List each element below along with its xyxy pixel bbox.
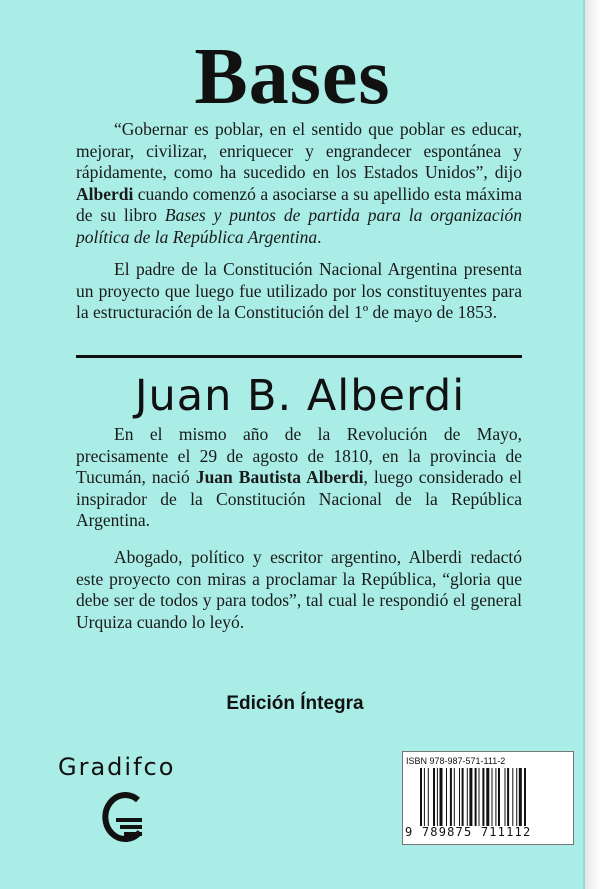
divider-rule (76, 355, 522, 358)
page-edge (585, 0, 600, 889)
bio1-before: En el mismo año de la Revolución de Mayo, precisamente el 29 de agosto de 1810, en la provincia de Tucumán, nació (76, 424, 522, 487)
isbn-label: ISBN 978-987-571-111-2 (406, 756, 506, 766)
intro-author: Alberdi (76, 183, 134, 204)
bio-paragraph-2 (76, 547, 522, 633)
bio2-text: Abogado, político y escritor argentino, Alberdi redactó este proyecto con miras a proclamar la República, “gloria que debe ser de todos y para todos”, tal cual le respondió el general Urquiza cuando lo leyó. (76, 547, 522, 632)
barcode-digits: 9 789875 711112 (405, 825, 532, 839)
publisher-logo-icon (98, 790, 148, 850)
edition-label: Edición Íntegra (226, 693, 364, 714)
constitution-paragraph (76, 259, 522, 324)
constitution-text: El padre de la Constitución Nacional Argentina presenta un proyecto que luego fue utilizado por los constituyentes para la estructuración de la Constitución del 1º de mayo de 1853. (76, 259, 522, 322)
intro-quote: “Gobernar es poblar, en el sentido que poblar es educar, mejorar, civilizar, enriquecer y engrandecer espontánea y rápidamente, como ha sucedido en los Estados Unidos”, dijo (76, 119, 522, 182)
author-heading: Juan B. Alberdi (134, 371, 466, 421)
bio1-name: Juan Bautista Alberdi (195, 467, 364, 487)
book-title: Bases (194, 33, 391, 121)
bio-paragraph-1 (76, 424, 522, 532)
barcode (420, 768, 560, 826)
bio1-after: , luego considerado el inspirador de la Constitución Nacional de la República Argentina. (76, 467, 522, 530)
publisher-name: Gradifco (58, 753, 176, 781)
intro-paragraph (76, 119, 522, 248)
intro-book-title: Bases y puntos de partida para la organización política de la República Argentina (76, 205, 522, 247)
intro-end: . (317, 226, 322, 247)
intro-after-author: cuando comenzó a asociarse a su apellido esta máxima de su libro (76, 183, 522, 225)
